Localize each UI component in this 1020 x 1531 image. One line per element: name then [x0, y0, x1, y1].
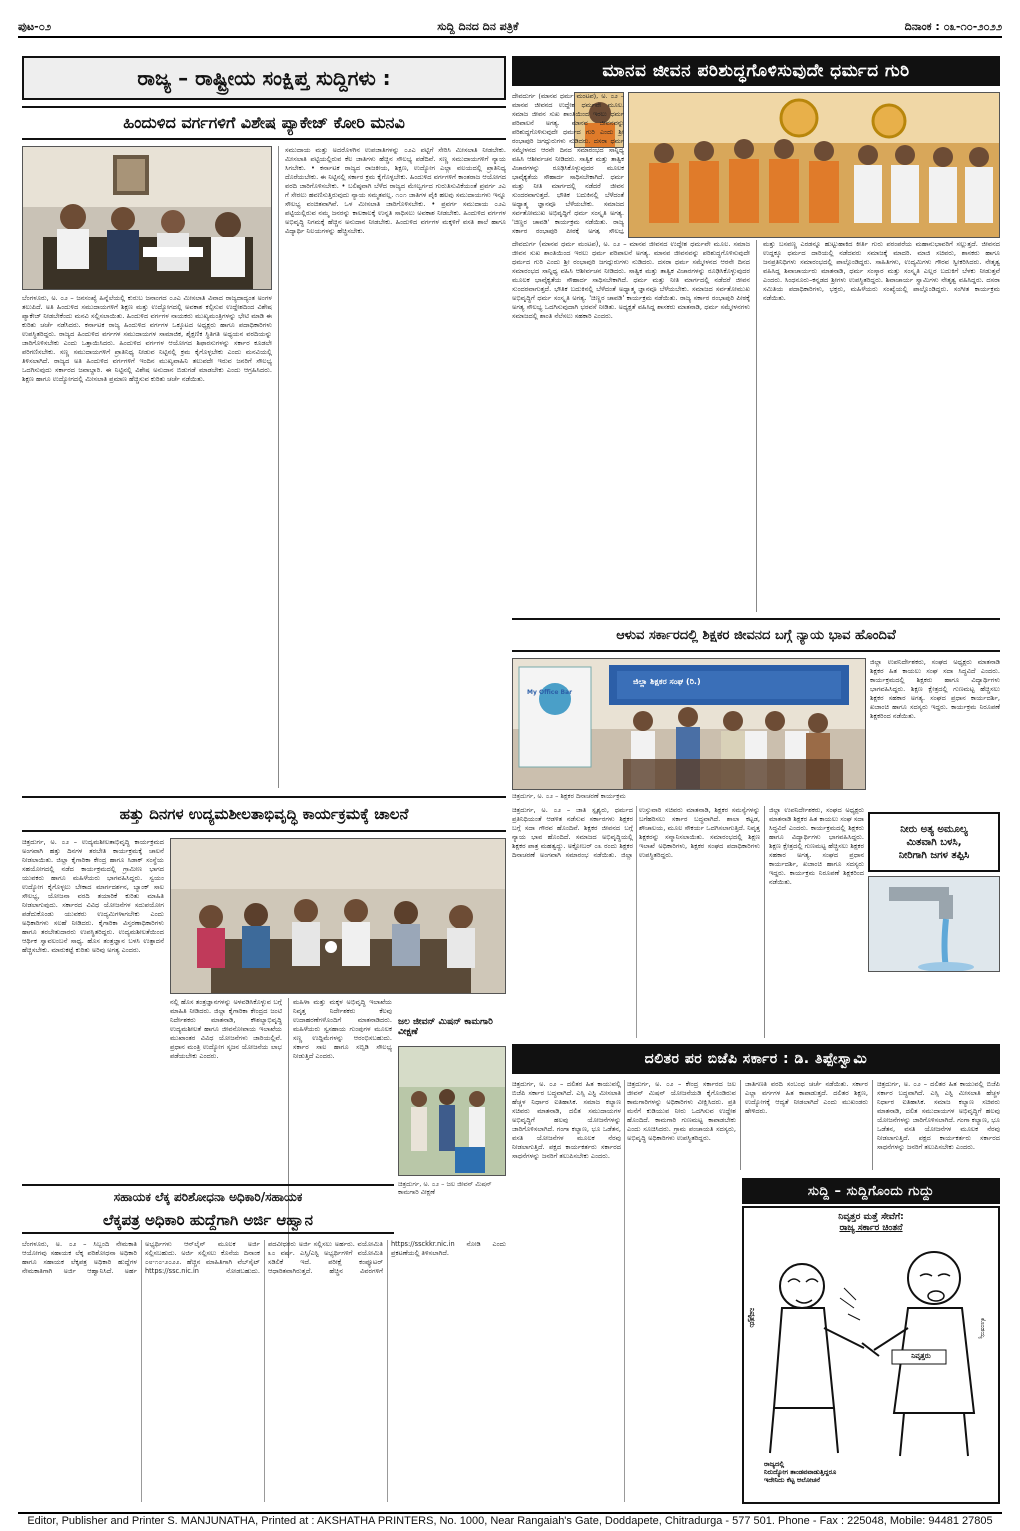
headline-dharma-text: ಮಾನವ ಜೀವನ ಪರಿಶುದ್ಧಗೊಳಿಸುವುದೇ ಧರ್ಮದ ಗುರಿ: [602, 61, 910, 81]
article-bjp-dalits-col3-text: ಜಾತಿಗಣತಿ ವರದಿ ಸಂಬಂಧ ಚರ್ಚೆ ನಡೆಯಿತು. ಸರ್ಕಾರ ಎಲ್ಲಾ ವರ್ಗಗಳ ಹಿತ ಕಾಪಾಡುತ್ತದೆ. ದಲಿತರ ಶಿಕ್ಷಣ, ಉದ್ಯೋಗಕ್ಕೆ ಆದ್ಯತೆ ನೀಡಲಾಗಿದೆ ಎಂದು ಮುಖಂಡರು ಹೇಳಿದರು.: [745, 1080, 868, 1115]
cartoon-caption-line3: ಇದೇನಿದು ಕೆಟ್ಟ ಆಲೋಚನೆ: [764, 1476, 820, 1484]
footer-imprint-text: Editor, Publisher and Printer S. MANJUNATHA, Printed at : AKSHATHA PRINTERS, No. 1000, Near Rangaiah's Gate, Doddapete, Chitradurga - 577 501. Phone - Fax : 225048, Mobile: 94481 27805: [27, 1515, 993, 1527]
cartoon-caption: [764, 1460, 904, 1484]
headline-backward-classes-text: ಹಿಂದುಳಿದ ವರ್ಗಗಳಿಗೆ ವಿಶೇಷ ಪ್ಯಾಕೇಜ್ ಕೋರಿ ಮನವಿ: [123, 113, 405, 132]
headline-recruitment-line1-text: ಸಹಾಯಕ ಲೆಕ್ಕ ಪರಿಶೋಧನಾ ಅಧಿಕಾರಿ/ಸಹಾಯಕ: [113, 1189, 303, 1204]
headline-cartoon-section-text: ಸುದ್ದಿ – ಸುದ್ದಿಗೊಂದು ಗುದ್ದು: [807, 1183, 935, 1199]
article-backward-classes-col1-text: ಬೆಂಗಳೂರು, ಅ. ೦೨ – ಜನಸಂಖ್ಯೆ ಹಿನ್ನೆಲೆಯಲ್ಲಿ ಕುರುಬ ಜನಾಂಗದ ೦೨ಎ ಮೀಸಲಾತಿ ವಿವಾದ ರಾಜ್ಯದಾದ್ಯಂತ ಅಂಗಳ ತಲುಪಿದೆ. ಅತಿ ಹಿಂದುಳಿದ ಸಮುದಾಯಗಳಿಗೆ ಶಿಕ್ಷಣ ಮತ್ತು ಉದ್ಯೋಗದಲ್ಲಿ ಅವಕಾಶ ಕಲ್ಪಿಸುವ ಉದ್ದೇಶದಿಂದ ವಿಶೇಷ ಪ್ಯಾಕೇಜ್ ನೀಡಬೇಕೆಂದು ಮನವಿ ಸಲ್ಲಿಸಲಾಯಿತು. ಹಿಂದುಳಿದ ವರ್ಗಗಳ ನಾಯಕರು ಮುಖ್ಯಮಂತ್ರಿಗಳನ್ನು ಭೇಟಿ ಮಾಡಿ ಈ ಕುರಿತು ಚರ್ಚೆ ನಡೆಸಿದರು. ಕರ್ನಾಟಕ ರಾಜ್ಯ ಹಿಂದುಳಿದ ವರ್ಗಗಳ ಒಕ್ಕೂಟದ ಅಧ್ಯಕ್ಷರು ಹಾಗೂ ಪದಾಧಿಕಾರಿಗಳು ಉಪಸ್ಥಿತರಿದ್ದರು. ರಾಜ್ಯದ ಹಿಂದುಳಿದ ವರ್ಗಗಳ ಸಮುದಾಯಗಳ ಸಾಮಾಜಿಕ, ಶೈಕ್ಷಣಿಕ ಸ್ಥಿತಿಗತಿ ಅಧ್ಯಯನ ವರದಿಯನ್ನು ಜಾರಿಗೊಳಿಸಬೇಕು ಎಂದು ಒತ್ತಾಯಿಸಿದರು. ಹಿಂದುಳಿದ ವರ್ಗಗಳ ಆಯೋಗದ ಶಿಫಾರಸುಗಳನ್ನು ಸರ್ಕಾರ ಕೂಡಲೇ ಪರಿಗಣಿಸಬೇಕು. ಸಣ್ಣ ಸಮುದಾಯಗಳಿಗೆ ಪ್ರಾತಿನಿಧ್ಯ ನೀಡುವ ನಿಟ್ಟಿನಲ್ಲಿ ಕ್ರಮ ಕೈಗೊಳ್ಳಬೇಕು ಎಂದು ಮನವಿಯಲ್ಲಿ ತಿಳಿಸಲಾಗಿದೆ. ರಾಜ್ಯದ ಅತಿ ಹಿಂದುಳಿದ ವರ್ಗಗಳಿಗೆ ಇಂದಿನ ಮುಖ್ಯವಾಹಿನಿ ತಲುಪದೇ ಇರುವ ಜನರಿಗೆ ಸೌಲಭ್ಯ ಒದಗಿಸುವುದು ಸರ್ಕಾರದ ಜವಾಬ್ದಾರಿ. ಈ ನಿಟ್ಟಿನಲ್ಲಿ ವಿಶೇಷ ಅನುದಾನ ಬಿಡುಗಡೆ ಮಾಡಬೇಕು ಎಂದು ಆಗ್ರಹಿಸಿದರು. ಶಿಕ್ಷಣ ಹಾಗೂ ಉದ್ಯೋಗದಲ್ಲಿ ಮೀಸಲಾತಿ ಪ್ರಮಾಣ ಹೆಚ್ಚಿಸುವ ಕುರಿತು ಚರ್ಚೆ ನಡೆಯಿತು.: [22, 294, 272, 383]
article-entrepreneurship-col1-text: ಚಿತ್ರದುರ್ಗ, ಅ. ೦೨ – ಉದ್ಯಮಶೀಲತಾಭಿವೃದ್ಧಿ ಕಾರ್ಯಕ್ರಮದ ಅಂಗವಾಗಿ ಹತ್ತು ದಿನಗಳ ತರಬೇತಿ ಕಾರ್ಯಕ್ರಮಕ್ಕೆ ಚಾಲನೆ ನೀಡಲಾಯಿತು. ಜಿಲ್ಲಾ ಕೈಗಾರಿಕಾ ಕೇಂದ್ರ ಹಾಗೂ ಸಿಡಾಕ್ ಸಂಸ್ಥೆಯ ಸಹಯೋಗದಲ್ಲಿ ನಡೆದ ಕಾರ್ಯಕ್ರಮದಲ್ಲಿ ಗ್ರಾಮೀಣ ಭಾಗದ ಯುವಕರು ಹಾಗೂ ಮಹಿಳೆಯರು ಭಾಗವಹಿಸಿದ್ದರು. ಸ್ವಯಂ ಉದ್ಯೋಗ ಕೈಗೊಳ್ಳಲು ಬೇಕಾದ ಮಾರ್ಗದರ್ಶನ, ಬ್ಯಾಂಕ್ ಸಾಲ ಸೌಲಭ್ಯ, ಯೋಜನಾ ವರದಿ ತಯಾರಿಕೆ ಕುರಿತು ಮಾಹಿತಿ ನೀಡಲಾಗುವುದು. ಸರ್ಕಾರದ ವಿವಿಧ ಯೋಜನೆಗಳ ಸದುಪಯೋಗ ಪಡೆದುಕೊಂಡು ಯುವಕರು ಉದ್ಯಮಿಗಳಾಗಬೇಕು ಎಂದು ಅಧಿಕಾರಿಗಳು ಸಲಹೆ ನೀಡಿದರು. ಕೈಗಾರಿಕಾ ವಿಸ್ತರಣಾಧಿಕಾರಿಗಳು ಹಾಗೂ ತರಬೇತುದಾರರು ಉಪಸ್ಥಿತರಿದ್ದರು. ಉದ್ಯಮಶೀಲತೆಯಿಂದ ಆರ್ಥಿಕ ಸ್ವಾವಲಂಬನೆ ಸಾಧ್ಯ. ಹೊಸ ತಂತ್ರಜ್ಞಾನ ಬಳಸಿ ಉತ್ಪಾದನೆ ಹೆಚ್ಚಿಸಬೇಕು. ಮಾರುಕಟ್ಟೆ ಕುರಿತು ಅರಿವು ಅಗತ್ಯ ಎಂದರು.: [22, 838, 164, 954]
teachers-banner-label: ಜಿಲ್ಲಾ ಶಿಕ್ಷಕರ ಸಂಘ (ರಿ.): [633, 677, 701, 686]
article-dharma-col1-text: ದೇವದುರ್ಗ (ಮಾನವ ಧರ್ಮ ಮಂಟಪ), ಅ. ೦೨ – ಮಾನವ ಜೀವನದ ಉದ್ದೇಶ ಧರ್ಮವೇ ಮೂಲ. ಸಮಾಜ ಜೀವನ ಸುಖ ಶಾಂತಿಯಿಂದ ಇರಲು ಧರ್ಮ ಪರಿಪಾಲನೆ ಅಗತ್ಯ. ಮಾನವ ಜೀವನವನ್ನು ಪರಿಶುದ್ಧಗೊಳಿಸುವುದೇ ಧರ್ಮದ ಗುರಿ ಎಂದು ಶ್ರೀ ರಂಭಾಪುರಿ ಜಗದ್ಗುರುಗಳು ನುಡಿದರು. ದಸರಾ ಧರ್ಮ ಸಮ್ಮೇಳನದ ಆರನೇ ದಿನದ ಸಮಾರಂಭದ ಸಾನ್ನಿಧ್ಯ ವಹಿಸಿ ಆಶೀರ್ವಚನ ನೀಡಿದರು. ಸಾತ್ವಿಕ ಮತ್ತು ತಾತ್ವಿಕ ವಿಚಾರಗಳನ್ನು ರೂಢಿಸಿಕೊಳ್ಳುವುದರ ಮೂಲಕ ಭಾವೈಕ್ಯತೆಯ ಸೌಹಾರ್ದ ಸಾಧಿಸಬೇಕಾಗಿದೆ. ಧರ್ಮ ಮತ್ತು ನೀತಿ ಮಾರ್ಗದಲ್ಲಿ ನಡೆದರೆ ಜೀವನ ಸುಂದರವಾಗುತ್ತದೆ. ಭೌತಿಕ ಬದುಕಿನಲ್ಲಿ ಬೆಳೆದಂತೆ ಅಧ್ಯಾತ್ಮ ಜ್ಞಾನವೂ ಬೆಳೆಯಬೇಕು. ಸಮಾಜದ ಸರ್ವತೋಮುಖ ಅಭಿವೃದ್ಧಿಗೆ ಧರ್ಮ ಸಂಸ್ಕೃತಿ ಅಗತ್ಯ. 'ಚಿಣ್ಣರ ಚಾವಡಿ' ಕಾರ್ಯಕ್ರಮ ನಡೆಯಿತು. ರಾಜ್ಯ ಸರ್ಕಾರ ರಂಭಾಪುರಿ ಪೀಠಕ್ಕೆ ಅಗತ್ಯ ಸೌಲಭ್ಯ ಒದಗಿಸುವುದಾಗಿ ಭರವಸೆ ನೀಡಿತು. ಅಧ್ಯಕ್ಷತೆ ವಹಿಸಿದ್ದ ಶಾಸಕರು ಮಾತನಾಡಿ, ಧರ್ಮ ಸಮ್ಮೇಳನಗಳು ಸಮಾಜದಲ್ಲಿ ಶಾಂತಿ ನೆಲೆಸಲು ಸಹಕಾರಿ ಎಂದರು.: [512, 240, 750, 320]
article-teachers-col3-text: ಜಿಲ್ಲಾ ಉಪನಿರ್ದೇಶಕರು, ಸಂಘದ ಅಧ್ಯಕ್ಷರು ಮಾತನಾಡಿ ಶಿಕ್ಷಕರ ಹಿತ ಕಾಯಲು ಸಂಘ ಸದಾ ಸಿದ್ಧವಿದೆ ಎಂದರು. ಕಾರ್ಯಕ್ರಮದಲ್ಲಿ ಶಿಕ್ಷಕರು ಹಾಗೂ ವಿದ್ಯಾರ್ಥಿಗಳು ಭಾಗವಹಿಸಿದ್ದರು. ಶಿಕ್ಷಣ ಕ್ಷೇತ್ರದಲ್ಲಿ ಗುಣಮಟ್ಟ ಹೆಚ್ಚಿಸಲು ಶಿಕ್ಷಕರ ಸಹಕಾರ ಅಗತ್ಯ. ಸಂಘದ ಪ್ರಧಾನ ಕಾರ್ಯದರ್ಶಿ, ಖಜಾಂಚಿ ಹಾಗೂ ಸದಸ್ಯರು ಇದ್ದರು. ಕಾರ್ಯಕ್ರಮ ನಿರೂಪಣೆ ಶಿಕ್ಷಕರಿಂದ ನಡೆಯಿತು.: [769, 806, 864, 886]
caption-jal-jeevan-text: ಚಿತ್ರದುರ್ಗ, ಅ. ೦೨ – ಜಲ ಜೀವನ್ ಮಿಷನ್ ಕಾಮಗಾರಿ ವೀಕ್ಷಣೆ: [398, 1180, 492, 1196]
photo-cm-meeting-image: [23, 147, 272, 290]
article-dharma-col0-text: ದೇವದುರ್ಗ (ಮಾನವ ಧರ್ಮ ಮಂಟಪ), ಅ. ೦೨ – ಮಾನವ ಜೀವನದ ಉದ್ದೇಶ ಧರ್ಮವೇ ಮೂಲ. ಸಮಾಜ ಜೀವನ ಸುಖ ಶಾಂತಿಯಿಂದ ಇರಲು ಧರ್ಮ ಪರಿಪಾಲನೆ ಅಗತ್ಯ. ಮಾನವ ಜೀವನವನ್ನು ಪರಿಶುದ್ಧಗೊಳಿಸುವುದೇ ಧರ್ಮದ ಗುರಿ ಎಂದು ಶ್ರೀ ರಂಭಾಪುರಿ ಜಗದ್ಗುರುಗಳು ನುಡಿದರು. ದಸರಾ ಧರ್ಮ ಸಮ್ಮೇಳನದ ಆರನೇ ದಿನದ ಸಮಾರಂಭದ ಸಾನ್ನಿಧ್ಯ ವಹಿಸಿ ಆಶೀರ್ವಚನ ನೀಡಿದರು. ಸಾತ್ವಿಕ ಮತ್ತು ತಾತ್ವಿಕ ವಿಚಾರಗಳನ್ನು ರೂಢಿಸಿಕೊಳ್ಳುವುದರ ಮೂಲಕ ಭಾವೈಕ್ಯತೆಯ ಸೌಹಾರ್ದ ಸಾಧಿಸಬೇಕಾಗಿದೆ. ಧರ್ಮ ಮತ್ತು ನೀತಿ ಮಾರ್ಗದಲ್ಲಿ ನಡೆದರೆ ಜೀವನ ಸುಂದರವಾಗುತ್ತದೆ. ಭೌತಿಕ ಬದುಕಿನಲ್ಲಿ ಬೆಳೆದಂತೆ ಅಧ್ಯಾತ್ಮ ಜ್ಞಾನವೂ ಬೆಳೆಯಬೇಕು. ಸಮಾಜದ ಸರ್ವತೋಮುಖ ಅಭಿವೃದ್ಧಿಗೆ ಧರ್ಮ ಸಂಸ್ಕೃತಿ ಅಗತ್ಯ. 'ಚಿಣ್ಣರ ಚಾವಡಿ' ಕಾರ್ಯಕ್ರಮ ನಡೆಯಿತು. ರಾಜ್ಯ ಸರ್ಕಾರ ರಂಭಾಪುರಿ ಪೀಠಕ್ಕೆ ಅಗತ್ಯ ಸೌಲಭ್ಯ: [512, 92, 624, 234]
article-backward-classes-col2: [278, 146, 506, 788]
headline-jal-jeevan-text: ಜಲ ಜೀವನ್ ಮಿಷನ್ ಕಾಮಗಾರಿ ವೀಕ್ಷಣೆ: [398, 1017, 493, 1037]
headline-cartoon-section: [742, 1178, 1000, 1204]
cartoon-left-label: ನಿವೃತ್ತರು: [748, 1308, 756, 1328]
article-dharma-col2-text: ಮತ್ತು ಬಸವಣ್ಣ ಎರಡನ್ನೂ ಹುಟ್ಟುಹಾಕಿದ ಕೀರ್ತಿ ಗುರು ಪರಂಪರೆಯ ಮಹಾನುಭಾವರಿಗೆ ಸಲ್ಲುತ್ತದೆ. ಜೀವನದ ಉದ್ದಕ್ಕೂ ಧರ್ಮದ ದಾರಿಯಲ್ಲಿ ನಡೆದವರು ಸಮಾಜಕ್ಕೆ ಮಾದರಿ. ಮಾಜಿ ಸಚಿವರು, ಶಾಸಕರು ಹಾಗೂ ಜನಪ್ರತಿನಿಧಿಗಳು ಸಮಾರಂಭದಲ್ಲಿ ಪಾಲ್ಗೊಂಡಿದ್ದರು. ಸಾಹಿತಿಗಳು, ಉದ್ಯಮಿಗಳು ಗೌರವ ಸ್ವೀಕರಿಸಿದರು. ನೇತೃತ್ವ ವಹಿಸಿದ್ದ ಶಿವಾಚಾರ್ಯರು ಮಾತನಾಡಿ, ಧರ್ಮ ಸಂಸ್ಕಾರ ಮತ್ತು ಸಂಸ್ಕೃತಿ ಎಲ್ಲರ ಬದುಕಿಗೆ ಬೆಳಕು ನೀಡುತ್ತವೆ ಎಂದರು. ಸಿಂಧನೂರು–ಕನ್ನಡದ ಶ್ರೀಗಳು ಉಪಸ್ಥಿತರಿದ್ದರು. ಶಿವಾಚಾರ್ಯ ಸ್ವಾಮಿಗಳು ನೇತೃತ್ವ ವಹಿಸಿದ್ದರು. ದಸರಾ ಸಮಿತಿಯ ಪದಾಧಿಕಾರಿಗಳು, ಭಕ್ತರು, ಮಹಿಳೆಯರು ಸಂಖ್ಯೆಯಲ್ಲಿ ಪಾಲ್ಗೊಂಡಿದ್ದರು. ಸಂಗೀತ ಕಾರ್ಯಕ್ರಮ ನಡೆಯಿತು.: [763, 240, 1000, 302]
photo-entrepreneurship-image: [171, 839, 506, 994]
headline-bjp-dalits-text: ದಲಿತರ ಪರ ಬಿಜೆಪಿ ಸರ್ಕಾರ : ಡಿ. ತಿಪ್ಪೇಸ್ವಾಮಿ: [644, 1051, 868, 1067]
article-entrepreneurship-col3-text: ಮಹಿಳಾ ಮತ್ತು ಮಕ್ಕಳ ಅಭಿವೃದ್ಧಿ ಇಲಾಖೆಯ ನಿವೃತ್ತ ನಿರ್ದೇಶಕರು ಕೆಲವು ಉದಾಹರಣೆಗಳೊಂದಿಗೆ ಮಾತನಾಡಿದರು. ಮಹಿಳೆಯರು ಸ್ವಸಹಾಯ ಗುಂಪುಗಳ ಮೂಲಕ ಸಣ್ಣ ಉದ್ದಿಮೆಗಳನ್ನು ಆರಂಭಿಸಬಹುದು. ಸರ್ಕಾರ ಸಾಲ ಹಾಗೂ ಸಬ್ಸಿಡಿ ಸೌಲಭ್ಯ ನೀಡುತ್ತಿದೆ ಎಂದರು.: [293, 998, 392, 1060]
ad-line2: ಮಿತವಾಗಿ ಬಳಸಿ,: [906, 836, 962, 848]
photo-jal-jeevan: [398, 1046, 506, 1176]
article-backward-classes-col1: [22, 294, 272, 788]
headline-teachers: [512, 618, 1000, 652]
article-teachers-side-text: ಜಿಲ್ಲಾ ಉಪನಿರ್ದೇಶಕರು, ಸಂಘದ ಅಧ್ಯಕ್ಷರು ಮಾತನಾಡಿ ಶಿಕ್ಷಕರ ಹಿತ ಕಾಯಲು ಸಂಘ ಸದಾ ಸಿದ್ಧವಿದೆ ಎಂದರು. ಕಾರ್ಯಕ್ರಮದಲ್ಲಿ ಶಿಕ್ಷಕರು ಹಾಗೂ ವಿದ್ಯಾರ್ಥಿಗಳು ಭಾಗವಹಿಸಿದ್ದರು. ಶಿಕ್ಷಣ ಕ್ಷೇತ್ರದಲ್ಲಿ ಗುಣಮಟ್ಟ ಹೆಚ್ಚಿಸಲು ಶಿಕ್ಷಕರ ಸಹಕಾರ ಅಗತ್ಯ. ಸಂಘದ ಪ್ರಧಾನ ಕಾರ್ಯದರ್ಶಿ, ಖಜಾಂಚಿ ಹಾಗೂ ಸದಸ್ಯರು ಇದ್ದರು. ಕಾರ್ಯಕ್ರಮ ನಿರೂಪಣೆ ಶಿಕ್ಷಕರಿಂದ ನಡೆಯಿತು.: [870, 658, 1000, 720]
headline-bjp-dalits: [512, 1044, 1000, 1074]
article-teachers-side: [870, 658, 1000, 808]
paper-name: ಸುದ್ದಿ ದಿನದ ದಿನ ಪತ್ರಿಕೆ: [437, 20, 519, 33]
footer-imprint: [18, 1512, 1002, 1528]
section-banner-news-briefs-text: ರಾಜ್ಯ – ರಾಷ್ಟ್ರೀಯ ಸಂಕ್ಷಿಪ್ತ ಸುದ್ದಿಗಳು :: [137, 66, 391, 90]
photo-entrepreneurship: [170, 838, 506, 994]
cartoon-title-line1: ನಿವೃತ್ತರ ಮತ್ತೆ ಸೇವೆಗೆ:: [838, 1212, 904, 1222]
cartoon-title: [744, 1212, 998, 1234]
section-banner-news-briefs: [22, 56, 506, 100]
article-teachers-main-text: ಚಿತ್ರದುರ್ಗ, ಅ. ೦೨ – ಜಾತಿ ಸ್ಪೃಶ್ಯರು, ಧರ್ಮದ ಪ್ರತಿನಿಧಿಯಂತೆ ಆಡಳಿತ ನಡೆಸುವ ಸರ್ಕಾರಗಳು ಶಿಕ್ಷಕರ ಬಗ್ಗೆ ಸದಾ ಗೌರವ ಹೊಂದಿವೆ. ಶಿಕ್ಷಕರ ಜೀವನದ ಬಗ್ಗೆ ನ್ಯಾಯ ಭಾವ ಹೊಂದಿದೆ. ಸಮಾಜದ ಅಭಿವೃದ್ಧಿಯಲ್ಲಿ ಶಿಕ್ಷಕರ ಪಾತ್ರ ಮಹತ್ವದ್ದು. ಅಕ್ಟೋಬರ್ ೦೩ ರಂದು ಶಿಕ್ಷಕರ ದಿನಾಚರಣೆ ಅಂಗವಾಗಿ ಸಮಾರಂಭ ನಡೆಯಿತು. ಜಿಲ್ಲಾ ಉಸ್ತುವಾರಿ ಸಚಿವರು ಮಾತನಾಡಿ, ಶಿಕ್ಷಕರ ಸಮಸ್ಯೆಗಳನ್ನು ಬಗೆಹರಿಸಲು ಸರ್ಕಾರ ಬದ್ಧವಾಗಿದೆ. ಶಾಲಾ ಕಟ್ಟಡ, ಶೌಚಾಲಯ, ಮೂಲ ಸೌಕರ್ಯ ಒದಗಿಸಲಾಗುತ್ತಿದೆ. ನಿವೃತ್ತ ಶಿಕ್ಷಕರನ್ನು ಸನ್ಮಾನಿಸಲಾಯಿತು. ಸಮಾರಂಭದಲ್ಲಿ ಶಿಕ್ಷಣ ಇಲಾಖೆ ಅಧಿಕಾರಿಗಳು, ಶಿಕ್ಷಕರ ಸಂಘದ ಪದಾಧಿಕಾರಿಗಳು ಉಪಸ್ಥಿತರಿದ್ದರು.: [512, 806, 760, 859]
caption-teachers: [512, 792, 866, 802]
cartoon-caption-line1: ರಾಜ್ಯದಲ್ಲಿ: [764, 1460, 785, 1468]
page-number: ಪುಟ-೦೨: [18, 20, 52, 33]
photo-cm-meeting: [22, 146, 272, 290]
article-recruitment: [22, 1240, 506, 1502]
article-backward-classes-col2-text: ಸಮುದಾಯ ಮತ್ತು ಅದರೊಳಗಿನ ಉಪಜಾತಿಗಳನ್ನು ೦೨ಎ ಪಟ್ಟಿಗೆ ಸೇರಿಸಿ ಮೀಸಲಾತಿ ನೀಡಬೇಕು. ಮೀಸಲಾತಿ ಪಟ್ಟಿಯಲ್ಲಿರುವ ಕೆಲ ಜಾತಿಗಳು ಹೆಚ್ಚಿನ ಸೌಲಭ್ಯ ಪಡೆದಿವೆ. ಸಣ್ಣ ಸಮುದಾಯಗಳಿಗೆ ನ್ಯಾಯ ಸಿಗಬೇಕು. • ಕರ್ನಾಟಕ ರಾಜ್ಯದ ರಾಜಕೀಯ, ಶಿಕ್ಷಣ, ಉದ್ಯೋಗ ಎಲ್ಲಾ ವಲಯದಲ್ಲಿ ಪ್ರಾತಿನಿಧ್ಯ ದೊರೆಯಬೇಕು. ಈ ನಿಟ್ಟಿನಲ್ಲಿ ಸರ್ಕಾರ ಕ್ರಮ ಕೈಗೊಳ್ಳಬೇಕು. ಹಿಂದುಳಿದ ವರ್ಗಗಳಿಗೆ ಕಾಂತರಾಜ ಆಯೋಗದ ವರದಿ ಜಾರಿಗೊಳಿಸಬೇಕು. • ಬಲಿಷ್ಠವಾಗಿ ಬೆಳೆದ ರಾಜ್ಯದ ಮೇಲ್ವರ್ಗದ ಗುರುತಿಸುವಿಕೆಯಂತೆ ಪ್ರವರ್ಗ ೨ಎ ಗೆ ಸೇರಲು ಹವಣಿಸುತ್ತಿರುವುದು ನ್ಯಾಯ ಸಮ್ಮತವಲ್ಲ. ೧೦೧ ಜಾತಿಗಳ ಪೈಕಿ ಹಲವು ಸಮುದಾಯಗಳು ಇನ್ನೂ ಸೌಲಭ್ಯ ವಂಚಿತವಾಗಿವೆ. ಒಳ ಮೀಸಲಾತಿ ಜಾರಿಗೊಳಿಸಬೇಕು. • ಪ್ರವರ್ಗ ಸಮುದಾಯ ೦೨ಎ ಪಟ್ಟಿಯಲ್ಲಿರುವ ನಮ್ಮ ಜನರನ್ನು ಕಾಲಕಾಲಕ್ಕೆ ಉನ್ನತಿ ಸಾಧಿಸಲು ಅವಕಾಶ ನೀಡಬೇಕು. ಹಿಂದುಳಿದ ವರ್ಗಗಳ ಅಭಿವೃದ್ಧಿ ನಿಗಮಕ್ಕೆ ಹೆಚ್ಚಿನ ಅನುದಾನ ನೀಡಬೇಕು. ಹಿಂದುಳಿದ ವರ್ಗಗಳ ಮಕ್ಕಳಿಗೆ ವಸತಿ ಶಾಲೆ ಹಾಗೂ ವಿದ್ಯಾರ್ಥಿ ನಿಲಯಗಳನ್ನು ಹೆಚ್ಚಿಸಬೇಕು.: [285, 146, 506, 235]
article-dharma-col1: [512, 240, 750, 612]
photo-dharma-sammelana: [628, 92, 1000, 238]
photo-jal-jeevan-image: [399, 1047, 506, 1176]
article-dharma-col2: [756, 240, 1000, 612]
ad-line3: ನೀರಿಗಾಗಿ ಜಗಳ ತಪ್ಪಿಸಿ: [898, 849, 970, 861]
headline-recruitment-line2: [22, 1208, 394, 1234]
article-recruitment-text: ಬೆಂಗಳೂರು, ಅ. ೦೨ – ಸಿಬ್ಬಂದಿ ನೇಮಕಾತಿ ಆಯೋಗವು ಸಹಾಯಕ ಲೆಕ್ಕ ಪರಿಶೋಧನಾ ಅಧಿಕಾರಿ ಹಾಗೂ ಸಹಾಯಕ ಲೆಕ್ಕಪತ್ರ ಅಧಿಕಾರಿ ಹುದ್ದೆಗಳ ನೇಮಕಾತಿಗಾಗಿ ಅರ್ಜಿ ಆಹ್ವಾನಿಸಿದೆ. ಅರ್ಹ ಅಭ್ಯರ್ಥಿಗಳು ಆನ್‌ಲೈನ್ ಮೂಲಕ ಅರ್ಜಿ ಸಲ್ಲಿಸಬಹುದು. ಅರ್ಜಿ ಸಲ್ಲಿಸಲು ಕೊನೆಯ ದಿನಾಂಕ ೦೮-೧೦-೨೦೨೨. ಹೆಚ್ಚಿನ ಮಾಹಿತಿಗಾಗಿ ವೆಬ್‌ಸೈಟ್ https://ssc.nic.in ನೋಡಬಹುದು. ಪದವೀಧರರು ಅರ್ಜಿ ಸಲ್ಲಿಸಲು ಅರ್ಹರು. ವಯೋಮಿತಿ ೩೦ ವರ್ಷ. ಎಸ್ಸಿ/ಎಸ್ಟಿ ಅಭ್ಯರ್ಥಿಗಳಿಗೆ ವಯೋಮಿತಿ ಸಡಿಲಿಕೆ ಇದೆ. ಪರೀಕ್ಷೆ ಕಂಪ್ಯೂಟರ್ ಆಧಾರಿತವಾಗಿರುತ್ತದೆ. ಹೆಚ್ಚಿನ ವಿವರಗಳಿಗೆ https://ssckkr.nic.in ನೋಡಿ ಎಂದು ಪ್ರಕಟಣೆಯಲ್ಲಿ ತಿಳಿಸಲಾಗಿದೆ.: [22, 1240, 506, 1275]
article-jal-jeevan-text: ಚಿತ್ರದುರ್ಗ, ಅ. ೦೨ – ಕೇಂದ್ರ ಸರ್ಕಾರದ ಜಲ ಜೀವನ್ ಮಿಷನ್ ಯೋಜನೆಯಡಿ ಕೈಗೊಂಡಿರುವ ಕಾಮಗಾರಿಗಳನ್ನು ಅಧಿಕಾರಿಗಳು ವೀಕ್ಷಿಸಿದರು. ಪ್ರತಿ ಮನೆಗೆ ಕುಡಿಯುವ ನೀರು ಒದಗಿಸುವ ಉದ್ದೇಶ ಹೊಂದಿದೆ. ಕಾಮಗಾರಿ ಗುಣಮಟ್ಟ ಕಾಪಾಡಬೇಕು ಎಂದು ಸೂಚಿಸಿದರು. ಗ್ರಾಮ ಪಂಚಾಯತಿ ಸದಸ್ಯರು, ಅಭಿವೃದ್ಧಿ ಅಧಿಕಾರಿಗಳು ಉಪಸ್ಥಿತರಿದ್ದರು.: [627, 1080, 736, 1142]
article-bjp-dalits-text: ಚಿತ್ರದುರ್ಗ, ಅ. ೦೨ – ದಲಿತರ ಹಿತ ಕಾಯುವಲ್ಲಿ ಬಿಜೆಪಿ ಸರ್ಕಾರ ಬದ್ಧವಾಗಿದೆ. ಎಸ್ಸಿ ಎಸ್ಟಿ ಮೀಸಲಾತಿ ಹೆಚ್ಚಳ ನಿರ್ಧಾರ ಐತಿಹಾಸಿಕ. ಸಮಾಜ ಕಲ್ಯಾಣ ಸಚಿವರು ಮಾತನಾಡಿ, ದಲಿತ ಸಮುದಾಯಗಳ ಅಭಿವೃದ್ಧಿಗೆ ಹಲವು ಯೋಜನೆಗಳನ್ನು ಜಾರಿಗೊಳಿಸಲಾಗಿದೆ. ಗಂಗಾ ಕಲ್ಯಾಣ, ಭೂ ಒಡೆತನ, ವಸತಿ ಯೋಜನೆಗಳ ಮೂಲಕ ನೆರವು ನೀಡಲಾಗುತ್ತಿದೆ. ಪಕ್ಷದ ಕಾರ್ಯಕರ್ತರು ಸರ್ಕಾರದ ಸಾಧನೆಗಳನ್ನು ಜನರಿಗೆ ತಲುಪಿಸಬೇಕು ಎಂದರು.: [512, 1080, 621, 1160]
article-entrepreneurship-col2-text: ನಲ್ಲಿ ಹೊಸ ತಂತ್ರಜ್ಞಾನಗಳನ್ನು ಅಳವಡಿಸಿಕೊಳ್ಳುವ ಬಗ್ಗೆ ಮಾಹಿತಿ ನೀಡಿದರು. ಜಿಲ್ಲಾ ಕೈಗಾರಿಕಾ ಕೇಂದ್ರದ ಜಂಟಿ ನಿರ್ದೇಶಕರು ಮಾತನಾಡಿ, ಕೌಶಲ್ಯಾಭಿವೃದ್ಧಿ ಉದ್ಯಮಶೀಲತೆ ಹಾಗೂ ಜೀವನೋಪಾಯ ಇಲಾಖೆಯ ಮುಖಾಂತರ ವಿವಿಧ ಯೋಜನೆಗಳು ಜಾರಿಯಲ್ಲಿವೆ. ಪ್ರಧಾನ ಮಂತ್ರಿ ಉದ್ಯೋಗ ಸೃಜನ ಯೋಜನೆಯ ಲಾಭ ಪಡೆಯಬೇಕು ಎಂದರು.: [170, 998, 282, 1060]
headline-entrepreneurship-text: ಹತ್ತು ದಿನಗಳ ಉದ್ಯಮಶೀಲತಾಭಿವೃದ್ಧಿ ಕಾರ್ಯಕ್ರಮಕ್ಕೆ ಚಾಲನೆ: [119, 805, 409, 823]
water-tap-image: [869, 877, 1000, 972]
article-bjp-dalits-col4-text: ಚಿತ್ರದುರ್ಗ, ಅ. ೦೨ – ದಲಿತರ ಹಿತ ಕಾಯುವಲ್ಲಿ ಬಿಜೆಪಿ ಸರ್ಕಾರ ಬದ್ಧವಾಗಿದೆ. ಎಸ್ಸಿ ಎಸ್ಟಿ ಮೀಸಲಾತಿ ಹೆಚ್ಚಳ ನಿರ್ಧಾರ ಐತಿಹಾಸಿಕ. ಸಮಾಜ ಕಲ್ಯಾಣ ಸಚಿವರು ಮಾತನಾಡಿ, ದಲಿತ ಸಮುದಾಯಗಳ ಅಭಿವೃದ್ಧಿಗೆ ಹಲವು ಯೋಜನೆಗಳನ್ನು ಜಾರಿಗೊಳಿಸಲಾಗಿದೆ. ಗಂಗಾ ಕಲ್ಯಾಣ, ಭೂ ಒಡೆತನ, ವಸತಿ ಯೋಜನೆಗಳ ಮೂಲಕ ನೆರವು ನೀಡಲಾಗುತ್ತಿದೆ. ಪಕ್ಷದ ಕಾರ್ಯಕರ್ತರು ಸರ್ಕಾರದ ಸಾಧನೆಗಳನ್ನು ಜನರಿಗೆ ತಲುಪಿಸಬೇಕು ಎಂದರು.: [877, 1080, 1000, 1151]
cartoon-title-line2: ರಾಜ್ಯ ಸರ್ಕಾರ ಚಿಂತನೆ: [839, 1223, 903, 1233]
masthead: [18, 18, 1002, 38]
photo-teachers-day: [512, 658, 866, 790]
water-conservation-ad: [868, 812, 1000, 872]
headline-teachers-text: ಆಳುವ ಸರ್ಕಾರದಲ್ಲಿ ಶಿಕ್ಷಕರ ಜೀವನದ ಬಗ್ಗೆ ನ್ಯಾಯ ಭಾವ ಹೊಂದಿವೆ: [616, 627, 896, 643]
headline-recruitment-line1: [22, 1184, 394, 1208]
article-dharma-col0: [512, 92, 624, 234]
headline-backward-classes: [22, 106, 506, 140]
headline-entrepreneurship: [22, 796, 506, 832]
ad-line1: ನೀರು ಅತ್ಯ ಅಮೂಲ್ಯ: [900, 823, 968, 835]
article-teachers-col3: [764, 806, 864, 1038]
article-bjp-dalits: [512, 1080, 736, 1502]
headline-dharma: [512, 56, 1000, 86]
cartoon-artist: ಕೊಂಡಯ್ಯ: [979, 1318, 986, 1339]
article-bjp-dalits-col4: [872, 1080, 1000, 1170]
cartoon-bubble: ನಿವೃತ್ತರು: [911, 1352, 931, 1360]
photo-dharma-sammelana-image: [629, 93, 1000, 238]
article-teachers-main: [512, 806, 760, 1038]
headline-jal-jeevan: [398, 1012, 506, 1042]
caption-jal-jeevan: [398, 1180, 506, 1196]
article-bjp-dalits-col3: [740, 1080, 868, 1170]
page-date: ದಿನಾಂಕ : ೦೩-೧೦-೨೦೨೨: [904, 20, 1002, 33]
cartoon-drawing: [744, 1238, 998, 1468]
caption-teachers-text: ಚಿತ್ರದುರ್ಗ, ಅ. ೦೨ – ಶಿಕ್ಷಕರ ದಿನಾಚರಣೆ ಕಾರ್ಯಕ್ರಮ: [512, 792, 626, 800]
cartoon: [742, 1206, 1000, 1504]
cartoon-caption-line2: ನಿರುದ್ಯೋಗ ತಾಂಡವವಾಡುತ್ತಿದ್ದರೂ: [764, 1468, 837, 1476]
office-bar-label: My Office Bar: [527, 689, 573, 696]
headline-recruitment-line2-text: ಲೆಕ್ಕಪತ್ರ ಅಧಿಕಾರಿ ಹುದ್ದೆಗಾಗಿ ಅರ್ಜಿ ಆಹ್ವಾನ: [103, 1211, 313, 1229]
photo-water-tap: [868, 876, 1000, 972]
